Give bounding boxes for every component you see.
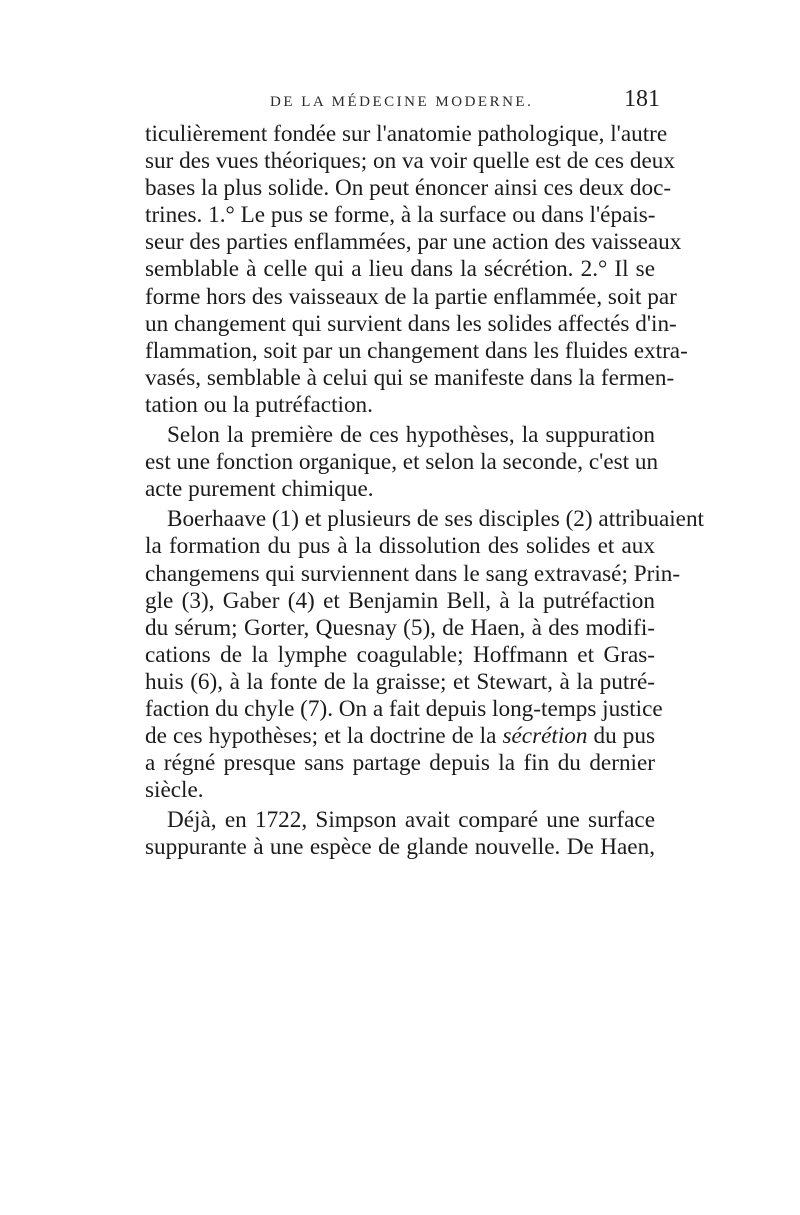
text-line: est une fonction organique, et selon la seconde, c'est un (145, 449, 659, 476)
text-line: changemens qui surviennent dans le sang extravasé; Prin- (145, 560, 681, 587)
text-line: gle (3), Gaber (4) et Benjamin Bell, à la putréfaction (145, 587, 655, 614)
running-title: DE LA MÉDECINE MODERNE. (270, 94, 534, 110)
text-line: vasés, semblable à celui qui se manifeste dans la fermen- (145, 364, 675, 391)
text-line: trines. 1.° Le pus se forme, à la surface ou dans l'épais- (145, 202, 656, 229)
italic-term: sécrétion (502, 723, 588, 750)
text-line: tation ou la putréfaction. (145, 391, 373, 418)
text-line: faction du chyle (7). On a fait depuis long-temps justice (145, 695, 663, 722)
text-line: bases la plus solide. On peut énoncer ainsi ces deux doc- (145, 175, 672, 202)
text-line: ticulièrement fondée sur l'anatomie pathologique, l'autre (145, 121, 668, 147)
paragraph-4 (145, 807, 655, 861)
text-line: du sérum; Gorter, Quesnay (5), de Haen, à des modifi- (145, 614, 655, 641)
text-segment: de ces hypothèses; et la doctrine de la (145, 723, 497, 750)
text-line: cations de la lymphe coagulable; Hoffmann et Gras- (145, 641, 655, 668)
text-line-with-italic (145, 723, 655, 750)
text-line: la formation du pus à la dissolution des solides et aux (145, 533, 655, 560)
text-line: Déjà, en 1722, Simpson avait comparé une surface (167, 807, 655, 834)
text-line: flammation, soit par un changement dans les fluides extra- (145, 337, 688, 364)
text-line: siècle. (145, 777, 204, 804)
text-line: Boerhaave (1) et plusieurs de ses disciples (2) attribuaient (167, 506, 705, 533)
page-number: 181 (624, 86, 660, 112)
text-line: acte purement chimique. (145, 476, 374, 503)
body-text (145, 121, 705, 862)
text-line: forme hors des vaisseaux de la partie enflammée, soit par (145, 283, 677, 310)
text-line: Selon la première de ces hypothèses, la suppuration (167, 422, 655, 449)
text-line: huis (6), à la fonte de la graisse; et Stewart, à la putré- (145, 668, 655, 695)
paragraph-1 (145, 121, 688, 419)
running-head (140, 88, 660, 122)
text-line: sur des vues théoriques; on va voir quelle est de ces deux (145, 148, 675, 175)
paragraph-3 (145, 506, 705, 804)
text-line: seur des parties enflammées, par une action des vaisseaux (145, 229, 682, 256)
text-line: a régné presque sans partage depuis la fin du dernier (145, 750, 655, 777)
text-line: un changement qui survient dans les solides affectés d'in- (145, 310, 677, 337)
text-line: semblable à celle qui a lieu dans la sécrétion. 2.° Il se (145, 256, 655, 283)
paragraph-2 (145, 422, 659, 503)
text-line: suppurante à une espèce de glande nouvelle. De Haen, (145, 834, 655, 861)
text-segment: du pus (587, 723, 655, 750)
